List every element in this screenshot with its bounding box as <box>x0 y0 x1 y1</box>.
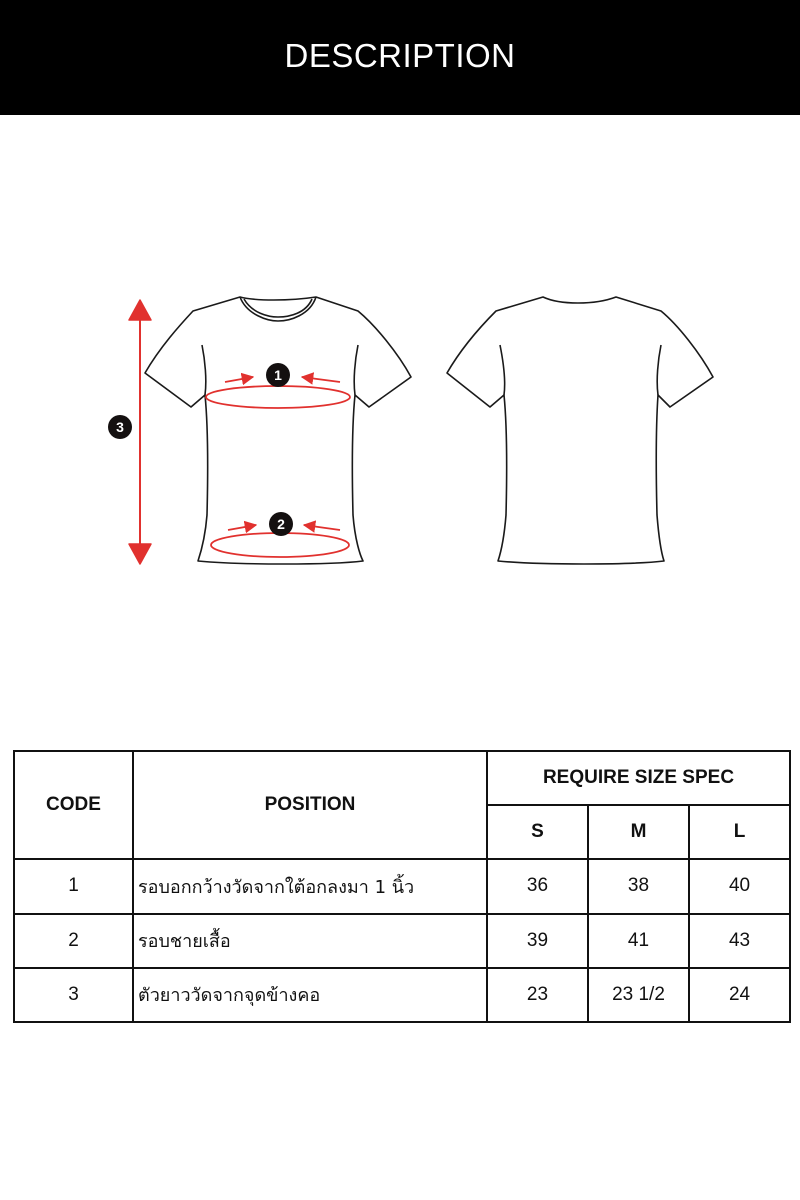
size-header-m: M <box>588 805 689 859</box>
table-row <box>14 968 790 1022</box>
position-header: POSITION <box>133 751 487 859</box>
row-size-s: 39 <box>487 914 588 968</box>
marker-3: 3 <box>116 419 124 435</box>
row-size-m: 38 <box>588 859 689 913</box>
page-title: DESCRIPTION <box>284 37 516 74</box>
row-size-m: 23 1/2 <box>588 968 689 1022</box>
table-row <box>14 914 790 968</box>
code-header: CODE <box>14 751 133 859</box>
size-header-l: L <box>689 805 790 859</box>
row-size-m: 41 <box>588 914 689 968</box>
hem-measurement <box>211 512 349 557</box>
row-size-l: 24 <box>689 968 790 1022</box>
header-bar <box>0 0 800 115</box>
row-code: 1 <box>14 859 133 913</box>
table-row <box>14 859 790 913</box>
size-header-s: S <box>487 805 588 859</box>
row-size-l: 40 <box>689 859 790 913</box>
marker-1: 1 <box>274 367 282 383</box>
row-code: 2 <box>14 914 133 968</box>
size-spec-table <box>13 750 791 1023</box>
chest-measurement <box>206 363 350 408</box>
length-measurement <box>108 300 151 564</box>
row-position: รอบอกกว้างวัดจากใต้อกลงมา 1 นิ้ว <box>133 859 487 913</box>
back-shirt-illustration <box>447 297 713 564</box>
size-diagram <box>0 115 800 715</box>
size-spec-header: REQUIRE SIZE SPEC <box>487 751 790 805</box>
row-size-s: 36 <box>487 859 588 913</box>
row-position: รอบชายเสื้อ <box>133 914 487 968</box>
row-code: 3 <box>14 968 133 1022</box>
marker-2: 2 <box>277 516 285 532</box>
row-size-s: 23 <box>487 968 588 1022</box>
row-position: ตัวยาววัดจากจุดข้างคอ <box>133 968 487 1022</box>
row-size-l: 43 <box>689 914 790 968</box>
